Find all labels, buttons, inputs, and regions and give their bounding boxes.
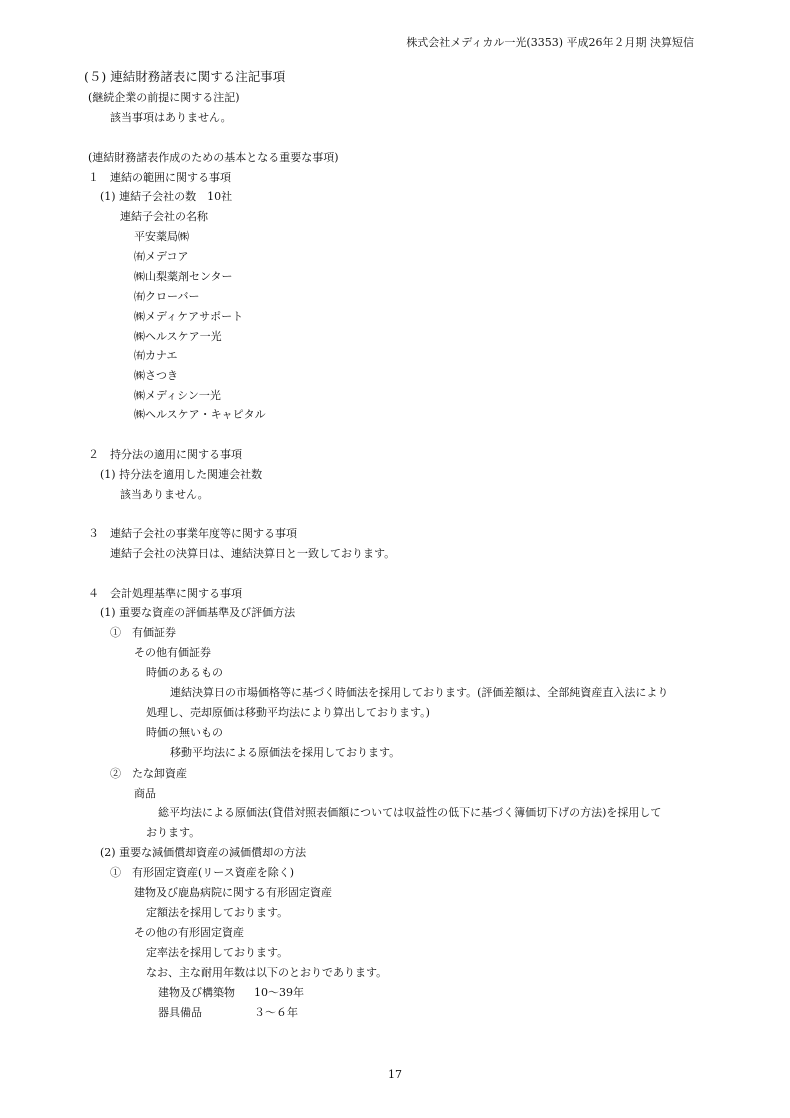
subsidiary-item: 平安薬局㈱ bbox=[134, 230, 189, 243]
life-row-item: 器具備品 bbox=[158, 1006, 202, 1019]
life-row-years: ３～６年 bbox=[254, 1006, 298, 1019]
subsidiary-item: ㈱メディケアサポート bbox=[134, 310, 244, 323]
s4-other-tangible-body: 定率法を採用しております。 bbox=[146, 946, 289, 959]
s3-body: 連結子会社の決算日は、連結決算日と一致しております。 bbox=[110, 547, 396, 560]
s4-market-line2: 処理し、売却原価は移動平均法により算出しております。) bbox=[146, 706, 430, 719]
section-title: (５) 連結財務諸表に関する注記事項 bbox=[84, 69, 286, 84]
s4-buildings-heading: 建物及び鹿島病院に関する有形固定資産 bbox=[134, 886, 332, 899]
s4-nomarket-heading: 時価の無いもの bbox=[146, 726, 223, 739]
basis-heading: (連結財務諸表作成のための基本となる重要な事項) bbox=[88, 151, 339, 164]
s4-other-tangible-heading: その他の有形固定資産 bbox=[134, 926, 244, 939]
s1-title: １ 連結の範囲に関する事項 bbox=[88, 171, 231, 184]
going-concern-heading: (継続企業の前提に関する注記) bbox=[88, 91, 240, 104]
going-concern-body: 該当事項はありません。 bbox=[110, 111, 232, 124]
s4-goods-line1: 総平均法による原価法(貸借対照表価額については収益性の低下に基づく簿価切下げの方法)を採用して bbox=[158, 806, 662, 819]
s4-securities: ① 有価証券 bbox=[110, 626, 176, 639]
subsidiary-item: ㈱ヘルスケア・キャピタル bbox=[134, 408, 266, 421]
page-number: 17 bbox=[388, 1068, 402, 1081]
s4-useful-life-note: なお、主な耐用年数は以下のとおりであります。 bbox=[146, 966, 388, 979]
subsidiary-item: ㈱さつき bbox=[134, 369, 178, 382]
s1-count: (1) 連結子会社の数 10社 bbox=[100, 190, 233, 203]
s1-names-label: 連結子会社の名称 bbox=[120, 210, 208, 223]
s4-market-line1: 連結決算日の市場価格等に基づく時価法を採用しております。(評価差額は、全部純資産直入法により bbox=[170, 686, 669, 699]
s4-item2: (2) 重要な減価償却資産の減価償却の方法 bbox=[100, 846, 307, 859]
s4-item1: (1) 重要な資産の評価基準及び評価方法 bbox=[100, 606, 296, 619]
s2-body: 該当ありません。 bbox=[120, 488, 209, 501]
life-row-years: 10～39年 bbox=[254, 986, 304, 999]
s4-goods: 商品 bbox=[134, 787, 156, 800]
subsidiary-item: ㈲クローバー bbox=[134, 290, 200, 303]
subsidiary-item: ㈱メディシン一光 bbox=[134, 389, 221, 402]
s3-title: ３ 連結子会社の事業年度等に関する事項 bbox=[88, 527, 297, 540]
s4-other-securities: その他有価証券 bbox=[134, 646, 211, 659]
s4-market-heading: 時価のあるもの bbox=[146, 666, 223, 679]
s4-goods-line2: おります。 bbox=[146, 826, 201, 839]
subsidiary-item: ㈱山梨薬剤センター bbox=[134, 270, 233, 283]
s4-tangible-assets: ① 有形固定資産(リース資産を除く) bbox=[110, 866, 295, 879]
subsidiary-item: ㈲カナエ bbox=[134, 349, 178, 362]
subsidiary-item: ㈲メデコア bbox=[134, 250, 189, 263]
subsidiary-item: ㈱ヘルスケア一光 bbox=[134, 330, 222, 343]
s4-buildings-body: 定額法を採用しております。 bbox=[146, 906, 289, 919]
s2-title: ２ 持分法の適用に関する事項 bbox=[88, 448, 242, 461]
s4-title: ４ 会計処理基準に関する事項 bbox=[88, 587, 242, 600]
s4-nomarket-body: 移動平均法による原価法を採用しております。 bbox=[170, 746, 401, 759]
s4-inventories: ② たな卸資産 bbox=[110, 767, 187, 780]
document-header: 株式会社メディカル一光(3353) 平成26年２月期 決算短信 bbox=[406, 36, 694, 49]
s2-item: (1) 持分法を適用した関連会社数 bbox=[100, 468, 263, 481]
life-row-item: 建物及び構築物 bbox=[158, 986, 235, 999]
